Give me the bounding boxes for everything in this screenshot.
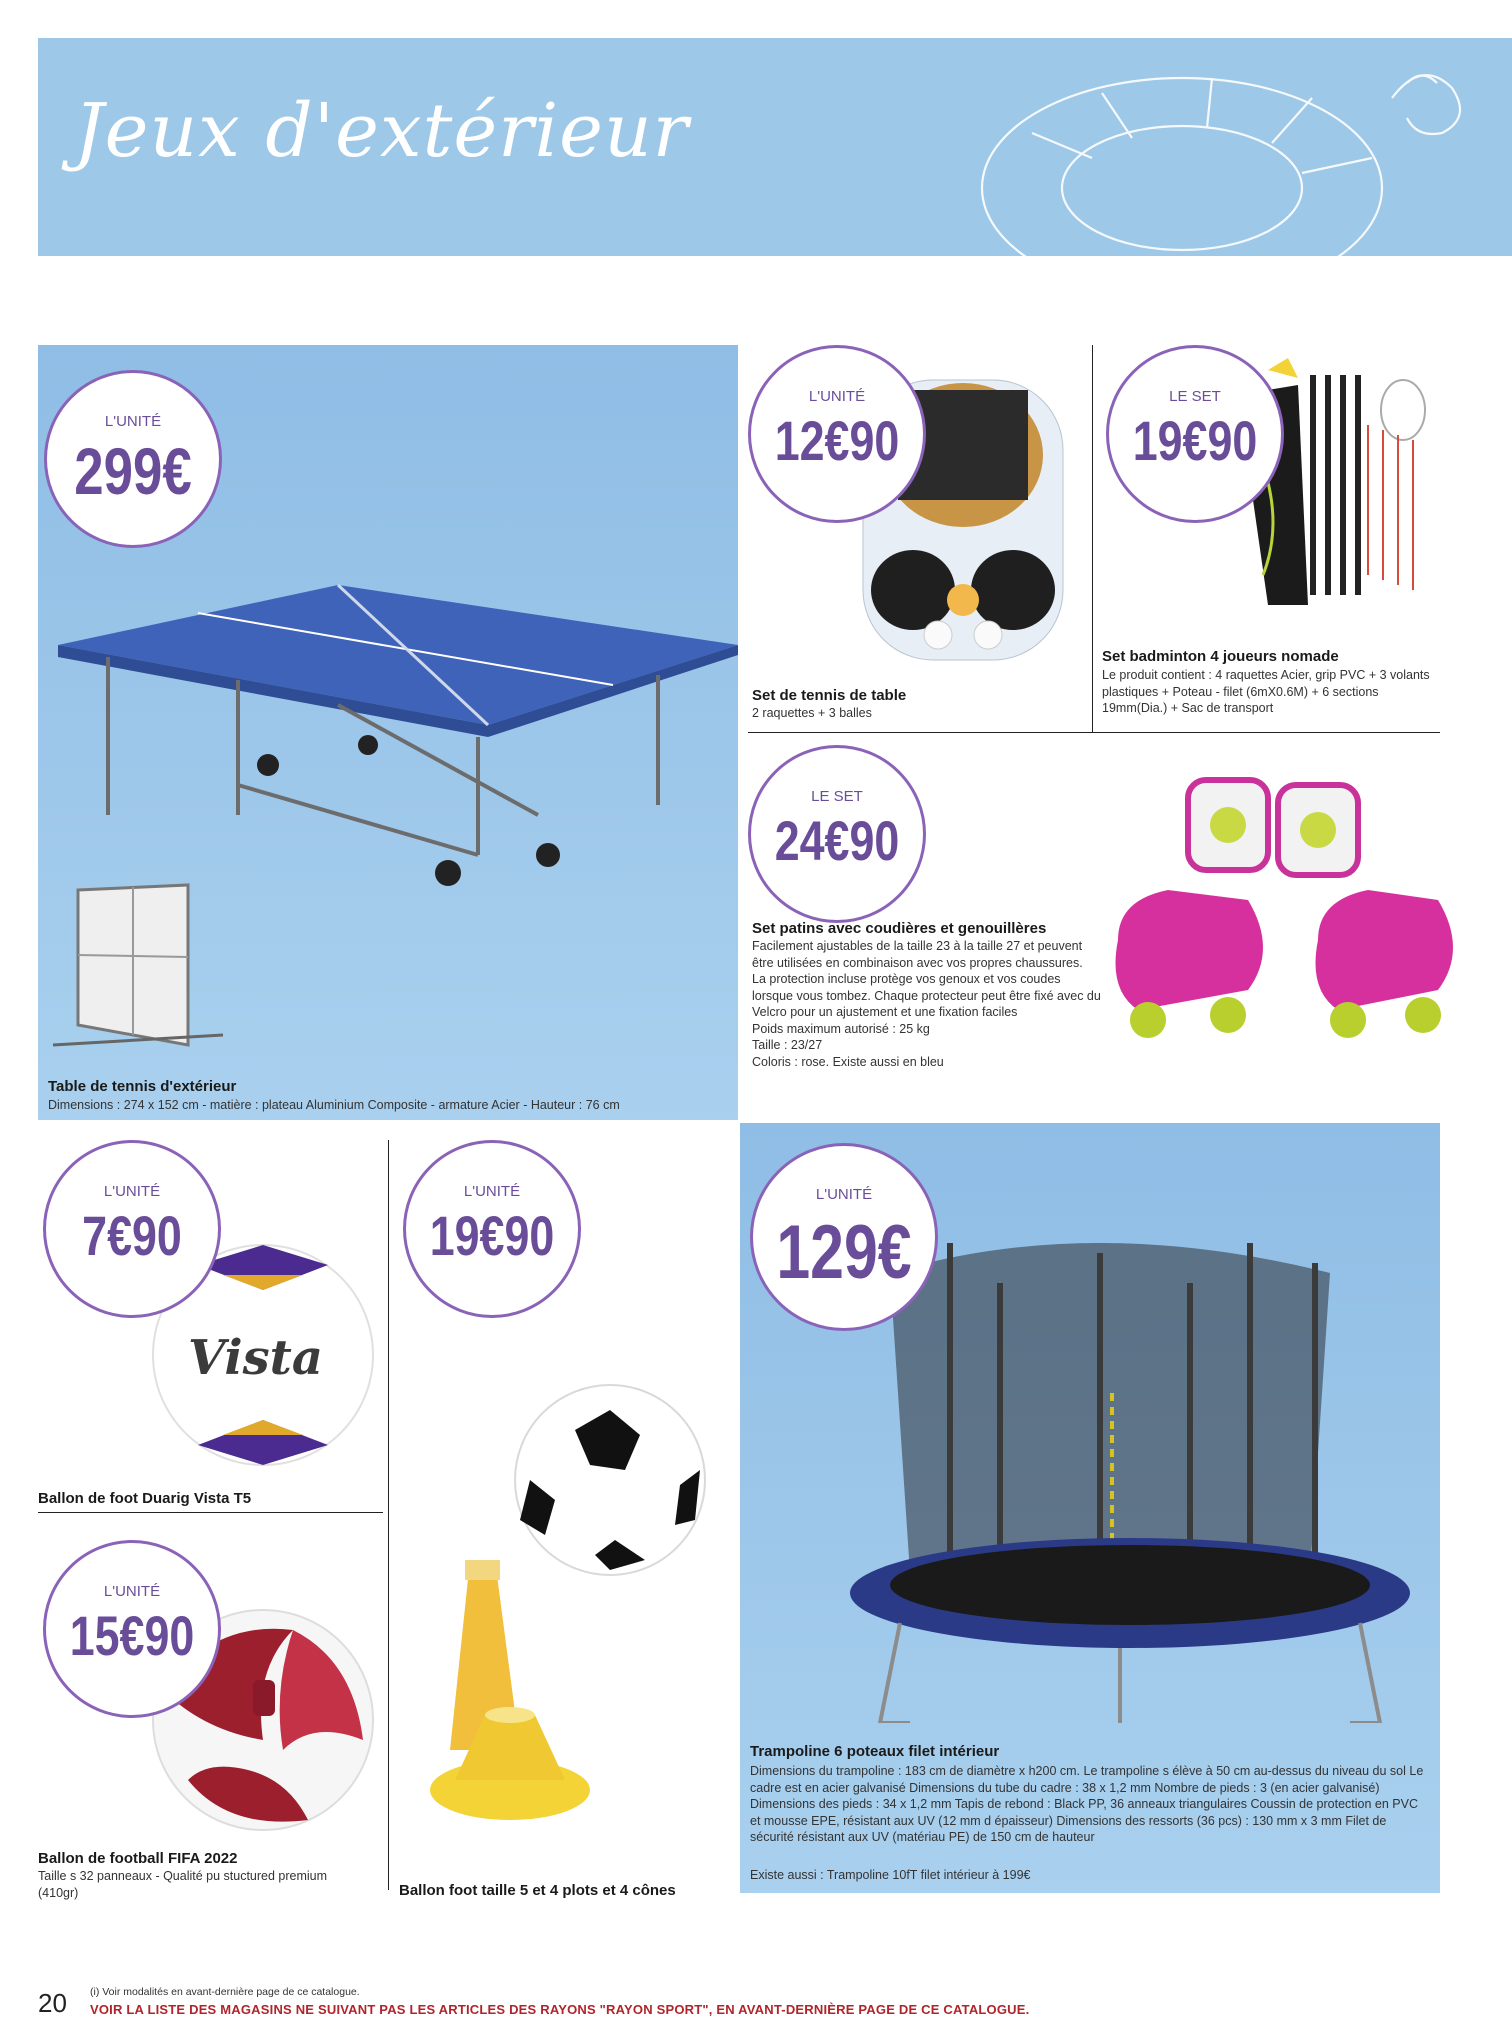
product-title: Set de tennis de table [752, 687, 907, 704]
skates-image [1088, 750, 1508, 1090]
description-line: La protection incluse protège vos genoux et vos coudes lorsque vous tombez. Chaque protecteur peut être fixé avec du Velcro pour un ajustement et une fixation faciles [752, 972, 1101, 1019]
price-unit: LE SET [1169, 388, 1221, 405]
price-value: 129€ [776, 1210, 912, 1295]
product-description: 2 raquettes + 3 balles [752, 706, 872, 720]
price-badge [748, 745, 926, 923]
price-value: 24€90 [774, 809, 900, 872]
divider [38, 1512, 383, 1513]
product-description: Dimensions : 274 x 152 cm - matière : plateau Aluminium Composite - armature Acier - Hauteur : 76 cm [48, 1098, 620, 1112]
description-line: Facilement ajustables de la taille 23 à la taille 27 et peuvent être utilisées en combinaison avec vos propres chaussures. [752, 939, 1083, 970]
skates-panel [748, 740, 1440, 1120]
page-title: Jeux d'extérieur [74, 88, 690, 174]
description-line: Poids maximum autorisé : 25 kg [752, 1021, 930, 1036]
product-title: Ballon de foot Duarig Vista T5 [38, 1490, 252, 1507]
product-description: Taille s 32 panneaux - Qualité pu stuctured premium (410gr) [38, 1869, 328, 1900]
divider [748, 732, 1440, 733]
price-unit: L'UNITÉ [103, 1183, 161, 1200]
price-badge [43, 1140, 221, 1318]
life-ring-decoration [952, 38, 1472, 256]
price-value: 299€ [74, 434, 192, 508]
product-title: Trampoline 6 poteaux filet intérieur [750, 1743, 1000, 1760]
price-unit: L'UNITÉ [104, 413, 162, 430]
trampoline-panel [740, 1123, 1440, 1893]
price-badge [44, 370, 222, 548]
price-badge [43, 1540, 221, 1718]
price-unit: LE SET [811, 788, 863, 805]
product-title: Set patins avec coudières et genouillères [752, 920, 1047, 937]
ball-fifa-panel [38, 1540, 383, 1920]
product-title: Ballon foot taille 5 et 4 plots et 4 cônes [399, 1882, 676, 1899]
footer-notice: VOIR LA LISTE DES MAGASINS NE SUIVANT PAS LES ARTICLES DES RAYONS "RAYON SPORT", EN AVANT-DERNIÈRE PAGE DE CE CATALOGUE. [90, 2002, 1030, 2017]
price-unit: L'UNITÉ [103, 1583, 161, 1600]
price-value: 19€90 [1132, 409, 1258, 472]
price-value: 19€90 [429, 1204, 555, 1267]
price-value: 12€90 [774, 409, 900, 472]
product-title: Set badminton 4 joueurs nomade [1102, 648, 1339, 665]
divider [388, 1140, 389, 1890]
page-number: 20 [38, 1988, 67, 2018]
racket-set-panel [748, 345, 1088, 725]
product-description: Dimensions du trampoline : 183 cm de diamètre x h200 cm. Le trampoline s élève à 50 cm au-dessus du niveau du sol Le cadre est en acier galvanisé Dimensions du tube du cadre : 38 x 1,2 mm Nombre de pieds : 3 (en acier galvanisé) Dimensions des pieds : 34 x 1,2 mm Tapis de rebond : Black PP, 36 anneaux triangulaires Coussin de protection en PVC et mousse EPE, résistant aux UV (12 mm d épaisseur) Dimensions des ressorts (36 pcs) : 130 mm x 3 mm Filet de sécurité résistant aux UV (matériau PE) de 150 cm de hauteur [750, 1764, 1424, 1844]
price-badge [750, 1143, 938, 1331]
ball-cones-panel [395, 1140, 740, 1920]
price-badge [403, 1140, 581, 1318]
ball-brand-text: Vista [188, 1330, 323, 1386]
footer-note: (i) Voir modalités en avant-dernière page de ce catalogue. [90, 1986, 360, 1998]
price-badge [1106, 345, 1284, 523]
product-also-available: Existe aussi : Trampoline 10fT filet intérieur à 199€ [750, 1868, 1031, 1882]
price-unit: L'UNITÉ [808, 388, 866, 405]
header-banner [38, 38, 1512, 256]
table-tennis-panel [38, 345, 738, 1120]
price-unit: L'UNITÉ [463, 1183, 521, 1200]
product-description [752, 938, 1102, 1070]
description-line: Taille : 23/27 [752, 1038, 823, 1052]
badminton-panel [1098, 345, 1440, 730]
description-line: Coloris : rose. Existe aussi en bleu [752, 1054, 944, 1069]
price-value: 15€90 [69, 1604, 195, 1667]
price-badge [748, 345, 926, 523]
price-unit: L'UNITÉ [815, 1186, 873, 1203]
product-title: Table de tennis d'extérieur [48, 1078, 237, 1095]
product-description: Le produit contient : 4 raquettes Acier, grip PVC + 3 volants plastiques + Poteau - filet (6mX0.6M) + 6 sections 19mm(Dia.) + Sac de transport [1102, 668, 1430, 715]
divider [1092, 345, 1093, 732]
price-value: 7€90 [82, 1204, 182, 1267]
ball-vista-panel [38, 1140, 383, 1510]
product-title: Ballon de football FIFA 2022 [38, 1850, 238, 1867]
